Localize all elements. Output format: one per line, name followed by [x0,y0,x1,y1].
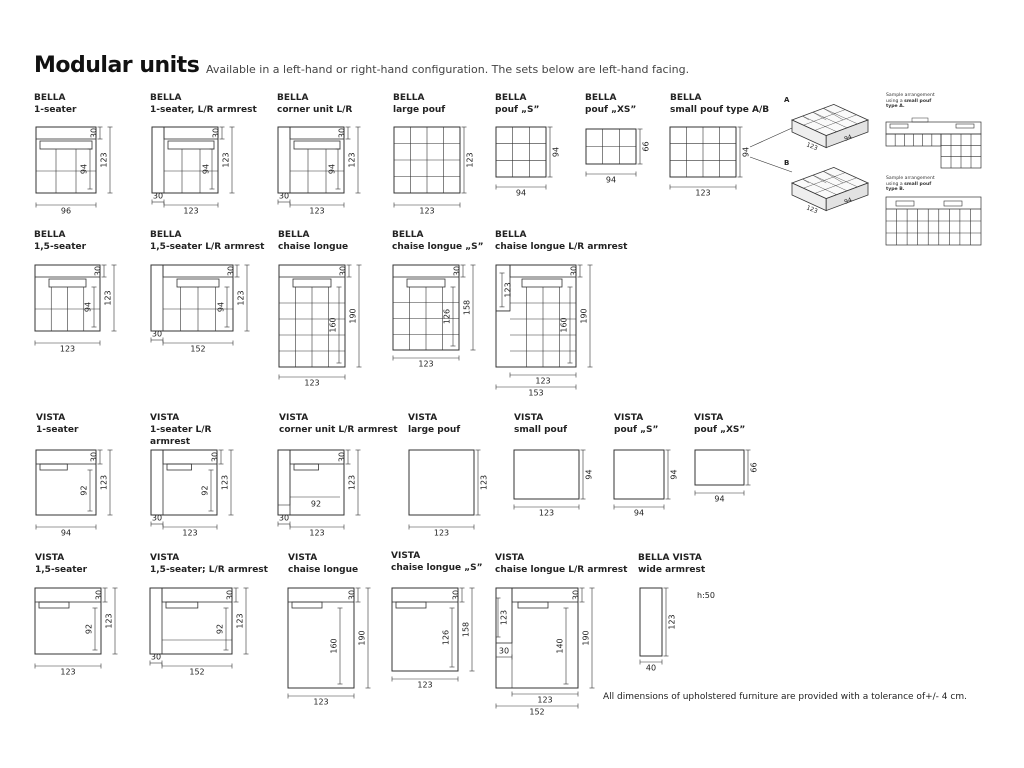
dimension-label: 30 [337,451,347,463]
outline [40,141,92,149]
dimension-label: 94 [584,469,594,480]
outline [49,279,86,287]
outline [163,450,217,464]
dimension-label: 30 [150,652,162,662]
unit-series: BELLA [670,93,702,103]
outline [35,265,100,277]
unit-name: pouf „XS” [585,105,637,115]
drawing-vista-15-seater [35,588,118,677]
dimension-label: 123 [503,282,513,298]
outline [956,124,974,128]
dimension-label: 30 [278,191,290,201]
unit-name: 1-seater [36,425,79,435]
outline [164,127,218,139]
unit-series: BELLA [34,93,66,103]
unit-series: BELLA [150,93,182,103]
drawing-bella-small-pouf [670,127,792,198]
dimension-label: 94 [327,163,337,175]
dimension-label: 30 [569,265,579,277]
dimension-label: 190 [357,630,367,646]
dimension-label: 123 [537,695,553,705]
drawing-bella-chaise-lr [496,265,593,398]
outline [168,141,214,149]
unit-name: corner unit L/R [277,105,353,115]
dimension-label: 123 [221,152,231,168]
outline [151,450,217,515]
outline [392,588,458,671]
dimension-label: 94 [60,528,72,538]
dimension-label: 190 [579,308,589,324]
dimension-label: 92 [79,485,89,496]
dimension-label: 92 [310,499,322,509]
iso-dim-width: 123 [805,141,819,153]
iso-dim-depth: 94 [843,196,854,206]
dimension-label: 153 [528,388,544,398]
iso-small-pouf-a [784,96,868,152]
unit-name: chaise longue „S” [392,242,484,252]
outline [896,201,914,206]
outline [890,124,908,128]
outline [912,118,928,122]
unit-name: wide armrest [638,565,706,575]
outline [278,127,290,193]
drawing-vista-large-pouf [409,450,489,538]
drawing-vista-chaise-lr [496,588,595,717]
dimension-label: 66 [749,462,759,473]
outline [151,265,163,331]
outline [512,588,578,602]
dimension-label: 30 [347,589,357,601]
outline [278,127,344,193]
dimension-label: 123 [60,667,76,677]
dimension-label: 30 [94,589,104,601]
dimension-label: 123 [538,508,555,518]
unit-series: VISTA [288,553,318,563]
unit-name: chaise longue L/R armrest [495,242,628,252]
outline [290,127,344,139]
dimension-label: 96 [60,206,72,216]
dimension-label: 123 [236,290,246,306]
dimension-label: 158 [462,299,472,316]
dimension-label: 123 [433,528,450,538]
outline [288,588,354,688]
outline [36,127,96,193]
dimension-label: 123 [313,697,329,707]
dimension-label: 94 [83,301,93,313]
dimension-label: 123 [304,378,320,388]
dimension-label: 94 [216,301,226,313]
drawing-bella-15-seater-lr [151,265,250,354]
unit-name: pouf „S” [614,425,659,435]
dimension-label: 123 [695,188,711,198]
drawing-bella-15-seater [35,265,117,354]
unit-series: VISTA [36,413,66,423]
sample-note-a-line1: Sample arrangement [886,93,935,98]
dimension-label: 123 [59,344,76,354]
outline [278,450,290,505]
line [750,128,792,147]
dimension-label: 123 [535,376,551,386]
unit-series: BELLA [495,93,527,103]
outline [163,265,233,277]
drawing-bella-corner [278,127,361,216]
dimension-label: 123 [182,528,198,538]
outline [290,450,344,464]
outline [36,450,96,464]
unit-name: large pouf [393,105,446,115]
unit-name: 1,5-seater [34,242,87,252]
outline [35,588,101,654]
unit-series: VISTA [408,413,438,423]
dimension-label: 123 [347,474,357,491]
dimension-label: 152 [189,667,205,677]
dimension-label: 160 [559,317,569,333]
dimension-label: 30 [338,265,348,277]
drawing-bella-chaise [279,265,362,388]
unit-name: small pouf [514,425,568,435]
drawing-vista-chaise [288,588,371,707]
dimension-label: 126 [441,629,451,646]
outline [167,464,192,470]
unit-series: VISTA [150,413,180,423]
dimension-label: 30 [152,191,164,201]
outline [944,201,962,206]
dimension-label: 94 [714,494,725,504]
outline [695,450,744,485]
unit-name: large pouf [408,425,461,435]
dimension-label: 94 [515,188,527,198]
unit-series: BELLA [34,230,66,240]
drawing-bella-large-pouf [394,127,475,216]
dimension-label: 123 [309,528,325,538]
height-note: h:50 [697,591,715,600]
dimension-label: 123 [220,474,230,491]
outline [279,265,345,277]
outline [36,450,96,515]
dimension-label: 30 [452,265,462,277]
dimension-label: 30 [278,513,290,523]
outline [396,602,426,608]
dimension-label: 152 [529,707,545,717]
outline [162,588,232,602]
outline [152,127,164,193]
outline [614,450,664,499]
dimension-label: 30 [211,127,221,139]
sample-plan-b [886,197,981,245]
dimension-label: 94 [79,163,89,175]
dimension-label: 123 [347,152,357,168]
outline [522,279,562,287]
outline [151,450,163,515]
outline [393,265,459,277]
dimension-label: 123 [667,614,677,630]
outline [640,588,662,656]
drawing-bella-vista-wide-armrest [640,588,715,673]
dimension-label: 66 [641,141,651,152]
outline [166,602,198,608]
unit-series: VISTA [279,413,309,423]
unit-name: chaise longue „S” [391,563,483,573]
dimension-label: 158 [461,621,471,638]
unit-series: BELLA [150,230,182,240]
sample-note-a-line2: using a small pouf [886,98,932,104]
drawing-vista-1-seater [36,450,113,538]
drawing-vista-1-seater-lr [151,450,234,538]
drawing-vista-corner [278,450,361,538]
dimension-label: 123 [479,474,489,491]
outline [150,588,162,654]
dimension-label: 123 [104,613,114,629]
dimension-label: 30 [151,513,163,523]
dimension-label: 123 [418,359,434,369]
drawing-vista-pouf-s [614,450,679,518]
unit-series: VISTA [495,553,525,563]
outline [407,279,445,287]
dimension-label: 123 [99,474,109,491]
unit-name: chaise longue L/R armrest [495,565,628,575]
iso-label: B [784,159,790,167]
outline [35,588,101,602]
outline [496,127,546,177]
unit-name: chaise longue [278,242,349,252]
dimension-label: 140 [555,638,565,654]
unit-series: BELLA VISTA [638,553,702,563]
dimension-label: 123 [235,613,245,629]
outline [514,450,579,499]
outline [518,602,548,608]
tolerance-note: All dimensions of upholstered furniture are provided with a tolerance of+/- 4 cm. [603,692,967,702]
outline [177,279,219,287]
unit-name: 1-seater, L/R armrest [150,105,257,115]
unit-name: small pouf type A/B [670,105,770,115]
dimension-label: 30 [498,646,510,656]
drawing-bella-1-seater-lr [152,127,235,216]
dimension-label: 123 [499,609,509,626]
dimension-label: 92 [84,623,94,635]
unit-series: BELLA [278,230,310,240]
unit-series: BELLA [277,93,309,103]
dimension-label: 30 [225,589,235,601]
iso-small-pouf-b [784,159,868,215]
dimension-label: 92 [200,485,210,496]
outline [294,464,319,470]
drawing-bella-pouf-s [496,127,561,198]
unit-name: 1-seater [34,105,77,115]
page-title: Modular units [34,53,200,78]
drawing-bella-pouf-xs [586,129,651,185]
outline [39,602,69,608]
outline [496,265,576,367]
unit-series: VISTA [150,553,180,563]
outline [294,141,340,149]
unit-series: BELLA [392,230,424,240]
iso-dim-depth: 94 [843,133,854,143]
dimension-label: 30 [451,589,461,601]
dimension-label: 123 [419,206,435,216]
dimension-label: 94 [633,508,645,518]
unit-name: 1,5-seater L/R armrest [150,242,265,252]
outline [292,602,322,608]
dimension-label: 30 [89,451,99,463]
dimension-label: 94 [669,469,679,480]
unit-name: 1,5-seater; L/R armrest [150,565,268,575]
dimension-label: 92 [215,623,225,635]
dimension-label: 152 [190,344,206,354]
drawing-vista-chaise-s [392,588,475,690]
drawing-bella-1-seater [36,127,113,216]
dimension-label: 190 [581,630,591,646]
dimension-label: 40 [645,663,657,673]
dimension-label: 123 [99,152,109,168]
sample-note-b-line3: type B. [886,187,905,192]
unit-series: BELLA [585,93,617,103]
outline [152,127,218,193]
unit-name: pouf „XS” [694,425,746,435]
outline [40,464,67,470]
dimension-label: 30 [226,265,236,277]
dimension-label: 126 [442,308,452,325]
dimension-label: 190 [348,308,358,324]
drawing-bella-chaise-s [393,265,476,369]
dimension-label: 94 [201,163,211,175]
dimension-label: 123 [309,206,325,216]
outline [409,450,474,515]
page-subtitle: Available in a left-hand or right-hand configuration. The sets below are left-hand facing. [206,63,690,76]
iso-dim-width: 123 [805,204,819,216]
sample-note-b-line2: using a small pouf [886,181,932,187]
outline [510,265,576,277]
drawing-vista-small-pouf [514,450,594,518]
unit-series: VISTA [614,413,644,423]
dimension-label: 30 [93,265,103,277]
dimension-label: 30 [337,127,347,139]
sample-note-a-line3: type A. [886,104,905,109]
unit-series: BELLA [393,93,425,103]
unit-name: corner unit L/R armrest [279,425,398,435]
unit-series: VISTA [694,413,724,423]
unit-name: 1,5-seater [35,565,88,575]
dimension-label: 160 [328,317,338,333]
dimension-label: 30 [89,127,99,139]
unit-name: 1-seater L/R [150,425,212,435]
drawing-vista-15-seater-lr [150,588,249,677]
outline [288,588,354,602]
dimension-label: 160 [329,638,339,654]
unit-name: pouf „S” [495,105,540,115]
unit-name-line2: armrest [150,437,191,447]
unit-series: VISTA [35,553,65,563]
dimension-label: 94 [551,146,561,158]
sample-note-b-line1: Sample arrangement [886,176,935,181]
sample-plan-a [886,118,981,168]
dimension-label: 30 [571,589,581,601]
outline [36,127,96,139]
unit-series: VISTA [391,551,421,561]
dimension-label: 123 [103,290,113,306]
dimension-label: 30 [210,451,220,463]
outline [392,588,458,602]
outline [293,279,331,287]
unit-series: VISTA [514,413,544,423]
drawing-vista-pouf-xs [695,450,759,504]
dimension-label: 94 [605,175,617,185]
dimension-label: 123 [183,206,199,216]
unit-series: BELLA [495,230,527,240]
dimension-label: 30 [151,329,163,339]
dimension-label: 94 [741,146,751,158]
dimension-label: 123 [465,152,475,168]
dimension-label: 123 [417,680,433,690]
unit-name: chaise longue [288,565,359,575]
iso-label: A [784,96,790,104]
